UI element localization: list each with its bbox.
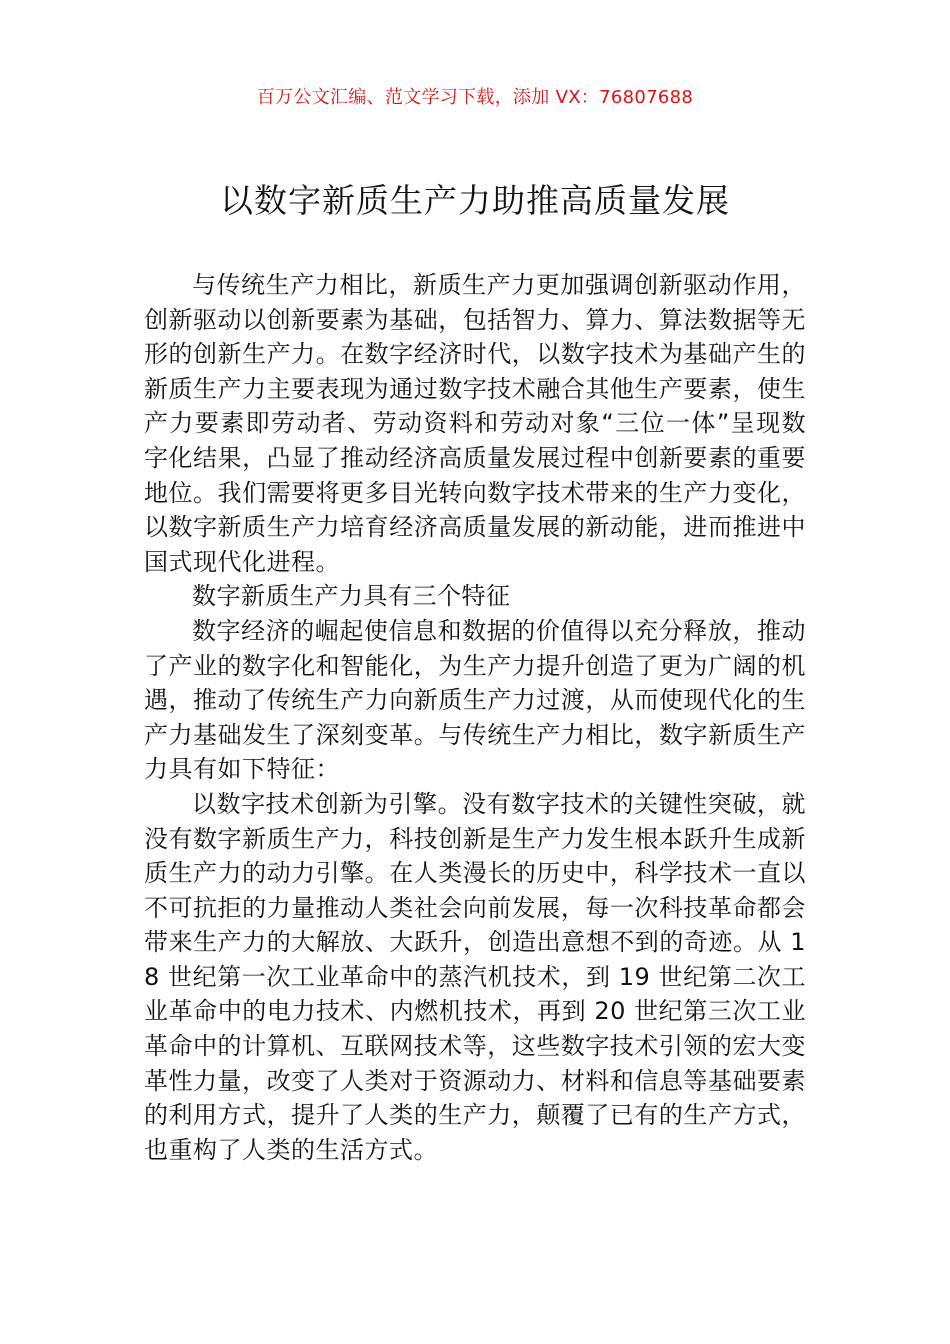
page-title: 以数字新质生产力助推高质量发展 — [220, 181, 730, 220]
paragraph-digital-economy: 数字经济的崛起使信息和数据的价值得以充分释放，推动了产业的数字化和智能化，为生产力提升创造了更为广阔的机遇，推动了传统生产力向新质生产力过渡，从而使现代化的生产力基础发生了深刻变革。与传统生产力相比，数字新质生产力具有如下特征： — [144, 616, 806, 784]
header-watermark-note: 百万公文汇编、范文学习下载，添加 VX：76807688 — [256, 87, 694, 108]
paragraph-tech-innovation: 以数字技术创新为引擎。没有数字技术的关键性突破，就没有数字新质生产力，科技创新是生产力发生根本跃升生成新质生产力的动力引擎。在人类漫长的历史中，科学技术一直以不可抗拒的力量推动人类社会向前发展，每一次科技革命都会带来生产力的大解放、大跃升，创造出意想不到的奇迹。从 18 世纪第一次工业革命中的蒸汽机技术，到 19 世纪第二次工业革命中的电力技术、内燃机技术，再到 20 世纪第三次工业革命中的计算机、互联网技术等，这些数字技术引领的宏大变革性力量，改变了人类对于资源动力、材料和信息等基础要素的利用方式，提升了人类的生产力，颠覆了已有的生产方式，也重构了人类的生活方式。 — [144, 789, 806, 1164]
section-subheading: 数字新质生产力具有三个特征 — [192, 582, 511, 611]
paragraph-intro: 与传统生产力相比，新质生产力更加强调创新驱动作用，创新驱动以创新要素为基础，包括智力、算力、算法数据等无形的创新生产力。在数字经济时代，以数字技术为基础产生的新质生产力主要表现为通过数字技术融合其他生产要素，使生产力要素即劳动者、劳动资料和劳动对象“三位一体”呈现数字化结果，凸显了推动经济高质量发展过程中创新要素的重要地位。我们需要将更多目光转向数字技术带来的生产力变化，以数字新质生产力培育经济高质量发展的新动能，进而推进中国式现代化进程。 — [144, 271, 806, 576]
document-body — [144, 268, 806, 1167]
